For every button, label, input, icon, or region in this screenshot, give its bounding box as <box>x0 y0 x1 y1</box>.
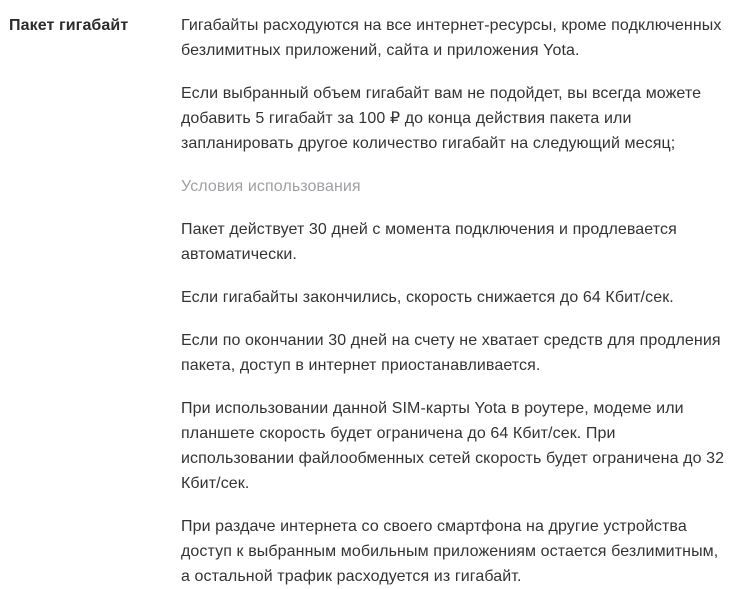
paragraph-speed-reduction: Если гигабайты закончились, скорость снижается до 64 Кбит/сек. <box>181 289 674 306</box>
paragraph-package-duration: Пакет действует 30 дней с момента подключения и продлевается автоматически. <box>181 221 677 263</box>
section-title: Пакет гигабайт <box>9 17 129 34</box>
section-label-column <box>9 13 181 38</box>
paragraph-add-gigabytes: Если выбранный объем гигабайт вам не подойдет, вы всегда можете добавить 5 гигабайт за 100 ₽ до конца действия пакета или запланировать другое количество гигабайт на следующий месяц; <box>181 85 702 152</box>
paragraph-gigabytes-usage: Гигабайты расходуются на все интернет-ресурсы, кроме подключенных безлимитных приложений, сайта и приложения Yota. <box>181 17 722 59</box>
paragraph-tethering: При раздаче интернета со своего смартфона на другие устройства доступ к выбранным мобильным приложениям остается безлимитным, а остальной трафик расходуется из гигабайт. <box>181 518 719 585</box>
paragraph-sim-card-restrictions: При использовании данной SIM-карты Yota в роутере, модеме или планшете скорость будет ограничена до 64 Кбит/сек. При использовании файлообменных сетей скорость будет ограничена до 32 Кбит/сек. <box>181 400 725 492</box>
terms-of-use-subheading: Условия использования <box>181 178 361 195</box>
paragraph-insufficient-funds: Если по окончании 30 дней на счету не хватает средств для продления пакета, доступ в интернет приостанавливается. <box>181 332 721 374</box>
section-content-column <box>181 13 743 589</box>
